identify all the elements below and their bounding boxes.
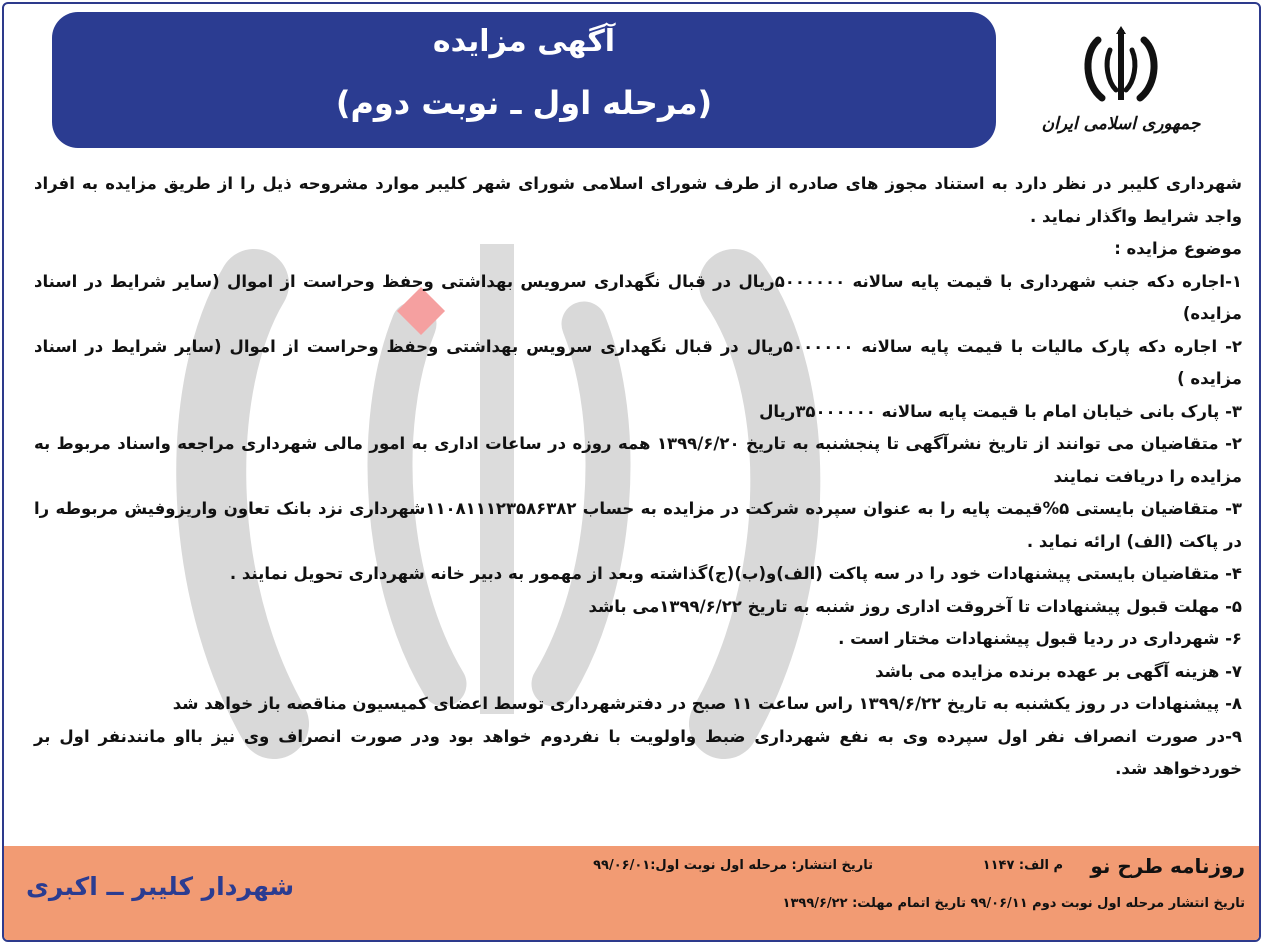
notice-frame xyxy=(2,2,1261,942)
footer-bar xyxy=(4,846,1259,940)
emblem-block xyxy=(1036,12,1206,148)
list-item: ۶- شهرداری در ردیا قبول پیشنهادات مختار است . xyxy=(838,629,1242,648)
intro-paragraph: شهرداری کلیبر در نظر دارد به استناد مجوز های صادره از طرف شورای اسلامی شورای شهر کلیبر موارد مشروحه ذیل را از طریق مزایده به افراد واجد شرایط واگذار نماید . xyxy=(34,174,1242,226)
mayor-signature: شهردار کلیبر ــ اکبری xyxy=(26,872,295,901)
list-item: ۴- متقاضیان بایستی پیشنهادات خود را در سه پاکت (الف)و(ب)(ج)گذاشته وبعد از مهمور به دبیر خانه شهرداری تحویل نمایند . xyxy=(229,564,1242,583)
list-item: ۳- پارک بانی خیابان امام با قیمت پایه سالانه ۳۵۰۰۰۰۰۰ریال xyxy=(759,401,1242,421)
list-item: ۱-اجاره دکه جنب شهرداری با قیمت پایه سالانه ۵۰۰۰۰۰۰ریال در قبال نگهداری سرویس بهداشتی وحفظ وحراست از اموال (سایر شرایط در اسناد مزایده) xyxy=(34,271,1242,323)
emblem-caption: جمهوری اسلامی ایران xyxy=(1041,114,1201,134)
list-item: ۹-در صورت انصراف نفر اول سپرده وی به نفع شهرداری ضبط واولویت با نفردوم خواهد بود ودر صورت انصراف وی نیز بااو مانندنفر اول بر خوردخواهد شد. xyxy=(34,726,1242,778)
subject-label: موضوع مزایده : xyxy=(1114,239,1242,258)
newspaper-name: روزنامه طرح نو xyxy=(1090,854,1245,878)
list-item: ۸- پیشنهادات در روز یکشنبه به تاریخ ۱۳۹۹/۶/۲۲ راس ساعت ۱۱ صبح در دفترشهرداری توسط اعضای کمیسیون مناقصه باز خواهد شد xyxy=(172,694,1242,713)
list-item: ۲- اجاره دکه پارک مالیات با قیمت پایه سالانه ۵۰۰۰۰۰۰ریال در قبال نگهداری سرویس بهداشتی وحفظ وحراست از اموال (سایر شرایط در اسناد مزایده ) xyxy=(34,336,1242,388)
notice-subtitle: (مرحله اول ـ نوبت دوم) xyxy=(335,84,713,122)
list-item: ۳- متقاضیان بایستی ۵%قیمت پایه را به عنوان سپرده شرکت در مزایده به حساب ۱۱۰۸۱۱۱۲۳۵۸۶۳۸۲شهرداری نزد بانک تعاون واریزوفیش مربوطه را در پاکت (الف) ارائه نماید . xyxy=(34,499,1242,551)
list-item: ۵- مهلت قبول پیشنهادات تا آخروقت اداری روز شنبه به تاریخ ۱۳۹۹/۶/۲۲می باشد xyxy=(588,596,1242,616)
second-publish-and-deadline: تاریخ انتشار مرحله اول نوبت دوم ۹۹/۰۶/۱۱ تاریخ اتمام مهلت: ۱۳۹۹/۶/۲۲ xyxy=(782,896,1245,911)
header-banner xyxy=(52,12,996,148)
notice-title: آگهی مزایده xyxy=(432,24,616,59)
issue-number: م الف: ۱۱۴۷ xyxy=(982,858,1063,873)
first-publish-date: تاریخ انتشار: مرحله اول نوبت اول:۹۹/۰۶/۰۱ xyxy=(593,858,873,873)
notice-body xyxy=(34,168,1242,786)
list-item: ۷- هزینه آگهی بر عهده برنده مزایده می باشد xyxy=(875,661,1242,681)
list-item: ۲- متقاضیان می توانند از تاریخ نشرآگهی تا پنجشنبه به تاریخ ۱۳۹۹/۶/۲۰ همه روزه در ساعات اداری به امور مالی شهرداری مراجعه واسناد مربوط به مزایده را دریافت نمایند xyxy=(34,434,1242,486)
iran-emblem-icon xyxy=(1076,22,1166,112)
